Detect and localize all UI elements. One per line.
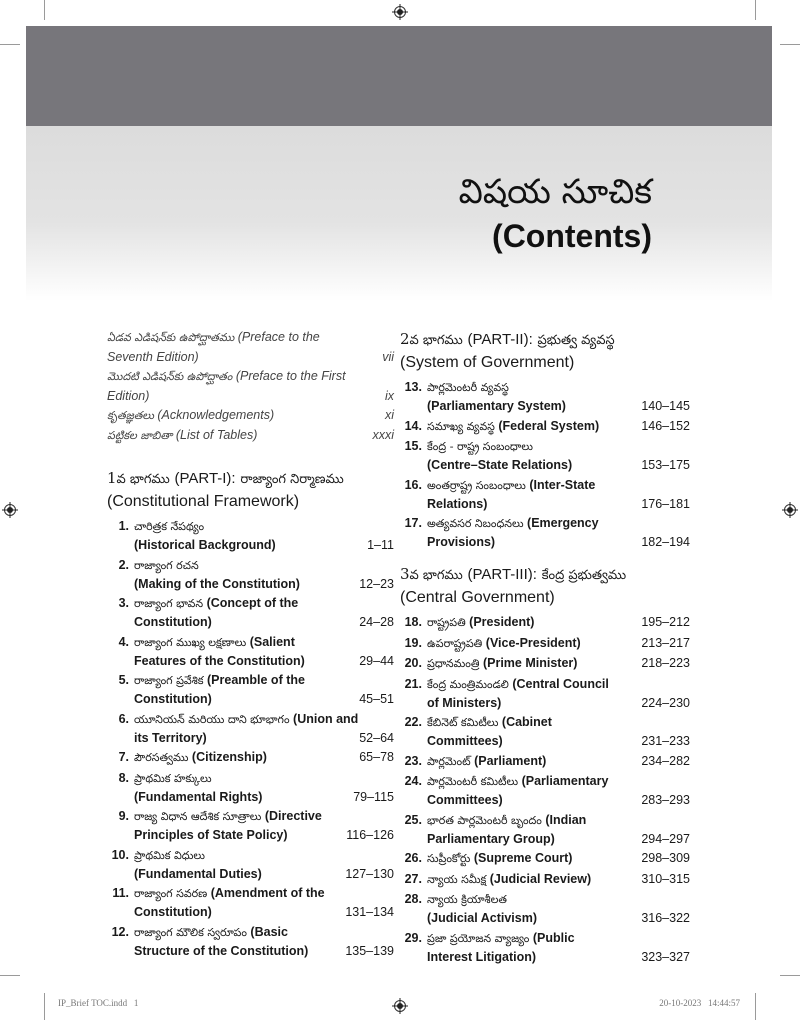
header-banner-dark (26, 26, 772, 126)
page-range: 45–51 (359, 692, 394, 706)
chapter-number: 4. (118, 634, 129, 649)
page-range: 218–223 (641, 656, 690, 670)
chapter-entry[interactable] (400, 713, 690, 750)
page-range: 294–297 (641, 831, 690, 846)
chapter-title: అంతర్రాష్ట్ర సంబంధాలు (Inter-State Relations) 176–181 (427, 477, 690, 511)
chapter-entry[interactable] (107, 671, 394, 708)
chapter-title: పార్లమెంట్ (Parliament) 234–282 (427, 752, 690, 771)
chapter-number: 19. (404, 635, 422, 650)
chapter-title: సుప్రీంకోర్టు (Supreme Court) 298–309 (427, 849, 690, 868)
page-range: 310–315 (641, 871, 690, 886)
chapter-title: సమాఖ్య వ్యవస్థ (Federal System) 146–152 (427, 417, 690, 436)
front-matter-item[interactable]: మొదటి ఎడిషన్‌కు ఉపోద్ఘాతం (Preface to the First Edition) ix (107, 367, 394, 406)
chapter-entry[interactable] (400, 811, 690, 848)
chapter-entry[interactable] (400, 675, 690, 712)
crop-mark (755, 0, 756, 20)
chapter-entry[interactable] (107, 633, 394, 670)
contents-column-left (107, 328, 394, 961)
contents-column-right (400, 328, 690, 967)
front-matter-item[interactable]: ఏడవ ఎడిషన్‌కు ఉపోద్ఘాతము (Preface to the Seventh Edition) vii (107, 328, 394, 367)
chapter-title: ప్రాథమిక హక్కులు (Fundamental Rights) 79–115 (134, 771, 394, 804)
chapter-title: పార్లమెంటరీ వ్యవస్థ (Parliamentary System) 140–145 (427, 381, 690, 413)
page-number: vii (382, 349, 394, 364)
page-range: 316–322 (641, 911, 690, 925)
registration-mark-icon (394, 6, 406, 18)
page-range: 195–212 (641, 615, 690, 629)
chapter-number: 20. (404, 656, 422, 670)
page-range: 176–181 (641, 496, 690, 511)
crop-mark (780, 44, 800, 45)
page-range: 153–175 (641, 458, 690, 472)
chapter-entry[interactable] (107, 769, 394, 806)
chapter-entry[interactable] (107, 923, 394, 960)
page-range: 298–309 (641, 851, 690, 865)
front-matter-list (107, 328, 394, 445)
crop-mark (0, 975, 20, 976)
chapter-title: కేబినెట్ కమిటీలు (Cabinet Committees) 231–233 (427, 715, 690, 748)
chapter-title: న్యాయ సమీక్ష (Judicial Review) 310–315 (427, 870, 690, 889)
chapter-number: 25. (404, 812, 422, 827)
chapter-entry[interactable] (400, 772, 690, 809)
chapter-entry[interactable] (400, 890, 690, 927)
chapter-title: ప్రాథమిక విధులు (Fundamental Duties) 127–130 (134, 848, 394, 881)
crop-mark (755, 993, 756, 1020)
chapter-title: రాజ్యాంగ సవరణ (Amendment of the Constitution) 131–134 (134, 886, 394, 919)
chapter-entry[interactable] (400, 752, 690, 771)
chapter-title: కేంద్ర - రాష్ట్ర సంబంధాలు (Centre–State Relations) 153–175 (427, 440, 690, 472)
chapter-entry[interactable] (107, 710, 394, 747)
chapter-number: 22. (404, 715, 422, 729)
page-range: 213–217 (641, 635, 690, 650)
page-range: 323–327 (641, 949, 690, 964)
chapter-number: 16. (404, 477, 422, 492)
page-range: 79–115 (353, 789, 394, 804)
page-range: 234–282 (641, 753, 690, 768)
chapter-title: రాజ్యాంగ రచన (Making of the Constitution) 12–23 (134, 558, 394, 591)
part-heading: 1వ భాగము (PART-I): రాజ్యాంగ నిర్మాణము (Constitutional Framework) (107, 469, 344, 510)
chapter-number: 23. (404, 753, 422, 768)
header-banner-light (26, 126, 772, 301)
chapter-title: రాజ్యాంగ ప్రవేశిక (Preamble of the Constitution) 45–51 (134, 673, 394, 706)
page-range: 131–134 (345, 905, 394, 919)
crop-mark (0, 44, 20, 45)
page-range: 12–23 (359, 576, 394, 591)
page-range: 52–64 (359, 730, 394, 745)
page-range: 24–28 (359, 615, 394, 629)
chapter-title: కేంద్ర మంత్రిమండలి (Central Council of Ministers) 224–230 (427, 676, 690, 710)
chapter-number: 11. (112, 886, 129, 900)
chapter-entry[interactable] (107, 884, 394, 921)
part-heading: 2వ భాగము (PART-II): ప్రభుత్వ వ్యవస్థ (System of Government) (400, 330, 615, 371)
chapter-title: యూనియన్ మరియు దాని భూభాగం (Union and its Territory) 52–64 (134, 711, 394, 745)
chapter-number: 15. (404, 439, 422, 453)
chapter-number: 10. (111, 847, 129, 862)
chapter-list (107, 517, 394, 960)
page-range: 1–11 (367, 538, 394, 552)
chapter-entry[interactable] (400, 476, 690, 513)
chapter-title: రాజ్యాంగ మౌలిక స్వరూపం (Basic Structure of the Constitution) 135–139 (134, 924, 394, 958)
chapter-entry[interactable] (107, 748, 394, 767)
chapter-number: 21. (404, 676, 422, 691)
front-matter-item[interactable]: కృతజ్ఞతలు (Acknowledgements) xi (107, 406, 394, 426)
page-number: ix (384, 388, 394, 403)
page-title-telugu: విషయ సూచిక (458, 172, 652, 212)
chapter-number: 5. (118, 673, 129, 687)
chapter-number: 9. (118, 809, 129, 823)
chapter-title: ప్రజా ప్రయోజన వ్యాజ్యం (Public Interest Litigation) 323–327 (427, 930, 690, 964)
chapter-number: 14. (404, 418, 422, 433)
chapter-entry[interactable] (400, 634, 690, 653)
chapter-title: ఉపరాష్ట్రపతి (Vice-President) 213–217 (427, 634, 690, 653)
chapter-title: రాజ్యాంగ ముఖ్య లక్షణాలు (Salient Features of the Constitution) 29–44 (134, 634, 394, 668)
chapter-entry[interactable] (107, 846, 394, 883)
chapter-list (400, 613, 690, 966)
chapter-number: 2. (118, 557, 129, 572)
registration-mark-icon (784, 504, 796, 516)
chapter-title: ప్రధానమంత్రి (Prime Minister) 218–223 (427, 654, 690, 673)
chapter-number: 6. (118, 711, 129, 726)
front-matter-item[interactable]: పట్టికల జాబితా (List of Tables) xxxi (107, 426, 394, 446)
chapter-title: రాష్ట్రపతి (President) 195–212 (427, 613, 690, 632)
crop-mark (44, 0, 45, 20)
chapter-number: 3. (118, 596, 129, 610)
chapter-title: పార్లమెంటరీ కమిటీలు (Parliamentary Committees) 283–293 (427, 774, 690, 807)
chapter-title: రాజ్య విధాన ఆదేశిక సూత్రాలు (Directive Principles of State Policy) 116–126 (134, 809, 394, 842)
chapter-entry[interactable] (400, 654, 690, 673)
part-heading: 3వ భాగము (PART-III): కేంద్ర ప్రభుత్వము (Central Government) (400, 565, 627, 606)
chapter-number: 8. (118, 770, 129, 785)
chapter-number: 24. (404, 774, 422, 788)
chapter-number: 1. (118, 519, 129, 533)
crop-mark (44, 993, 45, 1020)
page-range: 65–78 (359, 750, 394, 764)
chapter-entry[interactable] (400, 849, 690, 868)
registration-mark-icon (394, 1000, 406, 1012)
chapter-title: న్యాయ క్రియాశీలత (Judicial Activism) 316–322 (427, 893, 690, 925)
chapter-number: 17. (404, 516, 422, 530)
crop-mark (780, 975, 800, 976)
chapter-entry[interactable] (400, 613, 690, 632)
registration-mark-icon (4, 504, 16, 516)
chapter-entry[interactable] (400, 929, 690, 966)
chapter-entry[interactable] (400, 514, 690, 551)
chapter-title: పౌరసత్వము (Citizenship) 65–78 (134, 748, 394, 767)
chapter-entry[interactable] (400, 378, 690, 415)
chapter-entry[interactable] (107, 517, 394, 554)
chapter-number: 18. (404, 615, 422, 629)
page-range: 283–293 (641, 793, 690, 807)
chapter-entry[interactable] (107, 556, 394, 593)
chapter-entry[interactable] (400, 437, 690, 474)
chapter-number: 27. (404, 871, 422, 886)
page-range: 224–230 (641, 695, 690, 710)
page-number: xxxi (372, 427, 394, 442)
chapter-number: 12. (111, 924, 129, 939)
page-range: 135–139 (345, 943, 394, 958)
page-range: 127–130 (345, 866, 394, 881)
chapter-title: చారిత్రక నేపథ్యం (Historical Background) 1–11 (134, 520, 394, 552)
chapter-number: 26. (404, 851, 422, 865)
page-range: 182–194 (641, 535, 690, 549)
page-range: 231–233 (641, 734, 690, 748)
page-title-english: (Contents) (492, 218, 652, 254)
chapter-number: 29. (404, 930, 422, 945)
page-number: xi (384, 408, 394, 422)
chapter-number: 28. (404, 892, 422, 906)
file-slug: IP_Brief TOC.indd 1 (58, 998, 139, 1008)
chapter-number: 13. (404, 380, 422, 394)
chapter-entry[interactable] (400, 417, 690, 436)
page-range: 116–126 (346, 828, 394, 842)
chapter-list (400, 378, 690, 551)
chapter-title: రాజ్యాంగ భావన (Concept of the Constitution) 24–28 (134, 596, 394, 629)
page-range: 146–152 (641, 418, 690, 433)
chapter-title: భారత పార్లమెంటరీ బృందం (Indian Parliamentary Group) 294–297 (427, 812, 690, 846)
page-range: 140–145 (641, 399, 690, 413)
chapter-number: 7. (118, 750, 129, 764)
page-range: 29–44 (359, 653, 394, 668)
chapter-entry[interactable] (107, 807, 394, 844)
chapter-entry[interactable] (107, 594, 394, 631)
chapter-entry[interactable] (400, 870, 690, 889)
chapter-title: అత్యవసర నిబంధనలు (Emergency Provisions) 182–194 (427, 516, 690, 549)
print-timestamp: 20-10-2023 14:44:57 (659, 998, 740, 1008)
